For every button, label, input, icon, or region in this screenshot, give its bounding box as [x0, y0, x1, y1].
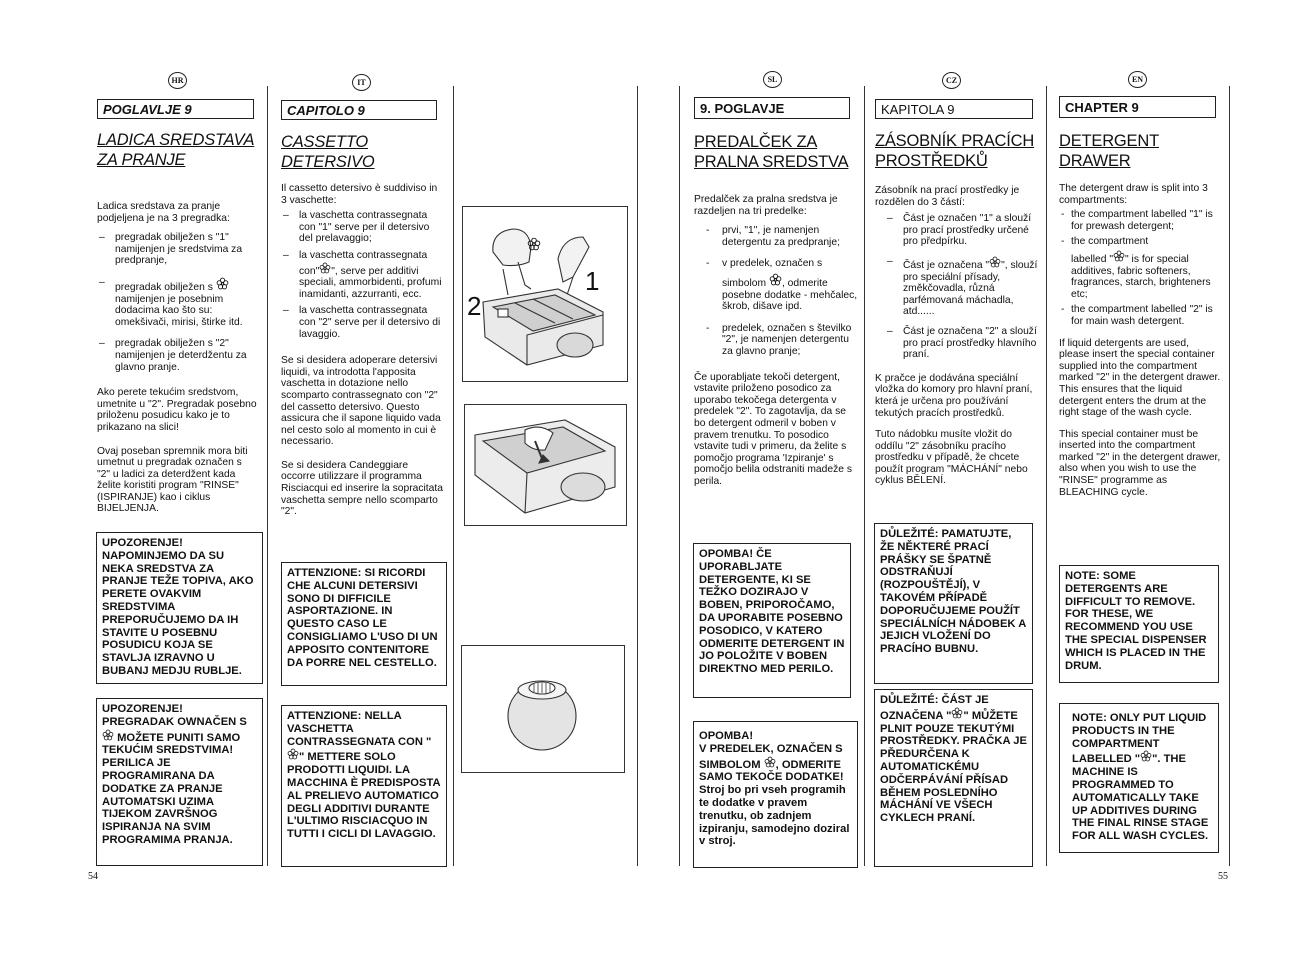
figure-liquid-container-insert	[464, 404, 627, 526]
list-item: - v predelek, označen s simbolom , odmerite posebne dodatke - mehčalec, škrob, dišave ipd.	[694, 258, 858, 312]
flower-icon	[769, 273, 782, 286]
language-badge-sl: SL	[763, 71, 782, 88]
language-badge-cz: CZ	[942, 72, 961, 89]
language-badge-en: EN	[1128, 71, 1147, 88]
flower-icon	[1113, 250, 1125, 262]
paragraph: This special container must be inserted into the compartment marked "2" in the detergent drawer, also when you wish to use the "RINSE" programme as BLEACHING cycle.	[1059, 428, 1221, 498]
chapter-title: 9. POGLAVJE	[694, 97, 850, 119]
warning-note: OPOMBA! V PREDELEK, OZNAČEN S SIMBOLOM , ODMERITE SAMO TEKOČE DODATKE! Stroj bo pri vseh programih te dodatke v pravem trenutku, ob zadnjem izpiranju, samodejno doziral v stroj.	[693, 721, 858, 868]
compartment-list	[281, 210, 443, 340]
warning-note: DŮLEŽITÉ: ČÁST JE OZNAČENA " " MŮŽETE PLNIT POUZE TEKUTÝMI PROSTŘEDKY. PRAČKA JE PŘEDURČENA K AUTOMATICKÉMU ODČERPÁVÁNÍ PŘÍSAD BĚHEM POSLEDNÍHO MÁCHÁNÍ VE VŠECH CYKLECH PRANÍ.	[874, 689, 1033, 867]
chapter-title: POGLAVLJE 9	[97, 99, 254, 119]
column-cz	[875, 99, 1038, 487]
section-heading: ZÁSOBNÍK PRACÍCH PROSTŘEDKŮ	[875, 132, 1035, 170]
column-divider	[1229, 86, 1230, 866]
intro-text: Il cassetto detersivo è suddiviso in 3 vaschette:	[281, 183, 438, 206]
section-heading: PREDALČEK ZA PRALNA SREDSTVA	[694, 133, 849, 171]
flower-icon	[102, 729, 114, 741]
figure-drawer-dispensing	[462, 206, 628, 382]
figure-drum-dispenser-ball	[461, 645, 625, 773]
list-item: – Část je označena "2" a slouží pro prací prostředky hlavního praní.	[875, 326, 1038, 361]
paragraph: Ovaj poseban spremnik mora biti umetnut u pregradak označen s "2" u ladici za deterdžent kada želite koristiti program "RINSE" (ISPIRANJE) kao i ciklus BIJELJENJA.	[97, 445, 248, 515]
list-item: - predelek, označen s številko "2", je namenjen detergentu za glavno pranje;	[694, 323, 858, 358]
compartment-list	[1059, 209, 1221, 327]
compartment-list	[875, 213, 1038, 361]
column-divider	[267, 86, 268, 866]
list-item: - prvi, "1", je namenjen detergentu za predpranje;	[694, 225, 858, 248]
chapter-title: CHAPTER 9	[1059, 96, 1216, 118]
column-divider	[679, 86, 680, 866]
compartment-list	[97, 232, 257, 373]
column-divider	[453, 86, 454, 866]
column-en	[1059, 96, 1221, 498]
section-heading: LADICA SREDSTAVA ZA PRANJE	[97, 131, 255, 169]
warning-note: ATTENZIONE: SI RICORDI CHE ALCUNI DETERSIVI SONO DI DIFFICILE ASPORTAZIONE. IN QUESTO CASO LE CONSIGLIAMO L'USO DI UN APPOSITO CONTENITORE DA PORRE NEL CESTELLO.	[281, 562, 447, 686]
compartment-label-2: 2	[467, 291, 482, 321]
warning-note: UPOZORENJE! PREGRADAK OWNAČEN S MOŽETE PUNITI SAMO TEKUĆIM SREDSTVIMA! PERILICA JE PROGRAMIRANA DA DODATKE ZA PRANJE AUTOMATSKI UZIMA TIJEKOM ZAVRŠNOG ISPIRANJA NA SVIM PROGRAMIMA PRANJA.	[96, 698, 263, 866]
intro-text: The detergent draw is split into 3 compartments:	[1059, 183, 1208, 206]
column-divider	[864, 86, 865, 866]
list-item: – Část je označena " ", slouží pro speciální přísady, změkčovadla, různá parfémovaná máchadla, atd......	[875, 256, 1038, 318]
compartment-label-1: 1	[585, 266, 600, 296]
list-item: – pregradak obilježen s namijenjen je posebnim dodacima kao što su: omekšivači, mirisi, štirke itd.	[97, 277, 257, 328]
paragraph: If liquid detergents are used, please insert the special container supplied into the compartment marked "2" in the detergent drawer. This ensures that the liquid detergent enters the drum at the right stage of the wash cycle.	[1059, 337, 1221, 419]
list-item: – pregradak obilježen s "2" namijenjen je deterdžentu za glavno pranje.	[97, 338, 257, 373]
list-item: – pregradak obilježen s "1" namijenjen je sredstvima za predpranje,	[97, 232, 257, 267]
list-item: - the compartment labelled "1" is for prewash detergent;	[1059, 209, 1221, 232]
flower-icon	[319, 262, 331, 274]
column-it	[281, 100, 443, 518]
paragraph: Če uporabljate tekoči detergent, vstavite priloženo posodico za uporabo tekočega detergenta v predelek "2". To zagotavlja, da se bo detergent odmeril v boben v pravem trenutku. To posodico vstavite tudi v primeru, da želite s pomočjo programa 'Izpiranje' s pomočjo belila odstraniti madeže s perila.	[694, 371, 852, 487]
language-badge-it: IT	[352, 74, 371, 91]
warning-note: NOTE: ONLY PUT LIQUID PRODUCTS IN THE COMPARTMENT LABELLED " ". THE MACHINE IS PROGRAMMED TO AUTOMATICALLY TAKE UP ADDITIVES DURING THE FINAL RINSE STAGE FOR ALL WASH CYCLES.	[1059, 703, 1219, 853]
language-badge-hr: HR	[168, 72, 187, 89]
warning-note: DŮLEŽITÉ: PAMATUJTE, ŽE NĚKTERÉ PRACÍ PRÁŠKY SE ŠPATNĚ ODSTRAŇUJÍ (ROZPOUŠTĚJÍ), V TAKOVÉM PŘÍPADĚ DOPORUČUJEME POUŽÍT SPECIÁLNÍCH NÁDOBEK A JEJICH VLOŽENÍ DO PRACÍHO BUBNU.	[874, 523, 1033, 684]
paragraph: Se si desidera adoperare detersivi liquidi, va introdotta l'apposita vaschetta in dotazione nello scomparto contrassegnato con "2" del cassetto detersivo. Questo assicura che il sapone liquido vada nel cesto solo al momento in cui è necessario.	[281, 355, 441, 448]
page-number-right: 55	[1218, 871, 1228, 882]
column-divider	[637, 86, 638, 866]
column-hr	[97, 99, 257, 515]
compartment-list	[694, 225, 858, 357]
paragraph: Ako perete tekućim sredstvom, umetnite u "2". Pregradak posebno priloženu posudicu kako je to prikazano na slici!	[97, 387, 257, 433]
warning-note: OPOMBA! ČE UPORABLJATE DETERGENTE, KI SE TEŽKO DOZIRAJO V BOBEN, PRIPOROČAMO, DA UPORABITE POSEBNO POSODICO, V KATERO ODMERITE DETERGENT IN JO POLOŽITE V BOBEN DIREKTNO MED PERILO.	[693, 543, 851, 698]
list-item: - the compartment labelled " " is for special additives, fabric softeners, fragrances, starch, brighteners etc;	[1059, 236, 1221, 300]
paragraph: K pračce je dodávána speciální vložka do komory pro hlavní praní, která je určena pro používání tekutých pracích prostředků.	[875, 372, 1033, 419]
warning-note: ATTENZIONE: NELLA VASCHETTA CONTRASSEGNATA CON "" METTERE SOLO PRODOTTI LIQUIDI. LA MACCHINA È PREDISPOSTA AL PRELIEVO AUTOMATICO DEGLI ADDITIVI DURANTE L'ULTIMO RISCIACQUO IN TUTTI I CICLI DI LAVAGGIO.	[281, 705, 447, 867]
intro-text: Predalček za pralna sredstva je razdeljen na tri predelke:	[694, 194, 838, 217]
warning-note: NOTE: SOME DETERGENTS ARE DIFFICULT TO REMOVE. FOR THESE, WE RECOMMEND YOU USE THE SPECIAL DISPENSER WHICH IS PLACED IN THE DRUM.	[1059, 565, 1219, 683]
flower-icon	[216, 277, 229, 290]
chapter-title: CAPITOLO 9	[281, 100, 437, 120]
list-item: - the compartment labelled "2" is for main wash detergent.	[1059, 304, 1221, 327]
paragraph: Se si desidera Candeggiare occorre utilizzare il programma Risciacqui ed inserire la sopracitata vaschetta sempre nello scomparto "2".	[281, 459, 443, 518]
section-heading: CASSETTO DETERSIVO	[281, 133, 375, 171]
paragraph: Tuto nádobku musíte vložit do oddílu "2" zásobníku pracího prostředku v případě, že chcete použít program "MÁCHÁNÍ" nebo cyklus BĚLENÍ.	[875, 429, 1028, 487]
flower-icon	[989, 256, 1001, 268]
intro-text: Ladica sredstava za pranje podjeljena je na 3 pregradka:	[97, 201, 230, 224]
column-divider	[1046, 86, 1047, 866]
list-item: – Část je označen "1" a slouží pro prací prostředky určené pro předpírku.	[875, 213, 1038, 248]
flower-icon	[764, 756, 776, 768]
chapter-title: KAPITOLA 9	[875, 99, 1033, 119]
list-item: – la vaschetta contrassegnata con "2" serve per il detersivo di lavaggio.	[281, 305, 443, 340]
section-heading: DETERGENT DRAWER	[1059, 132, 1159, 170]
list-item: – la vaschetta contrassegnata con "1" serve per il detersivo del prelavaggio;	[281, 210, 443, 245]
flower-icon	[1140, 750, 1152, 762]
intro-text: Zásobník na prací prostředky je rozdělen do 3 částí:	[875, 185, 1020, 208]
column-sl	[694, 97, 858, 487]
warning-note: UPOZORENJE! NAPOMINJEMO DA SU NEKA SREDSTVA ZA PRANJE TEŽE TOPIVA, AKO PERETE OVAKVIM SREDSTVIMA PREPORUČUJEMO DA IH STAVITE U POSEBNU POSUDICU KOJA SE STAVLJA IZRAVNO U BUBANJ MEDJU RUBLJE.	[96, 532, 263, 684]
page-number-left: 54	[88, 871, 98, 882]
list-item: – la vaschetta contrassegnata con" ", serve per additivi speciali, ammorbidenti, profumi inamidanti, azzurranti, ecc.	[281, 250, 443, 300]
flower-icon	[951, 707, 963, 719]
flower-icon	[287, 748, 299, 760]
